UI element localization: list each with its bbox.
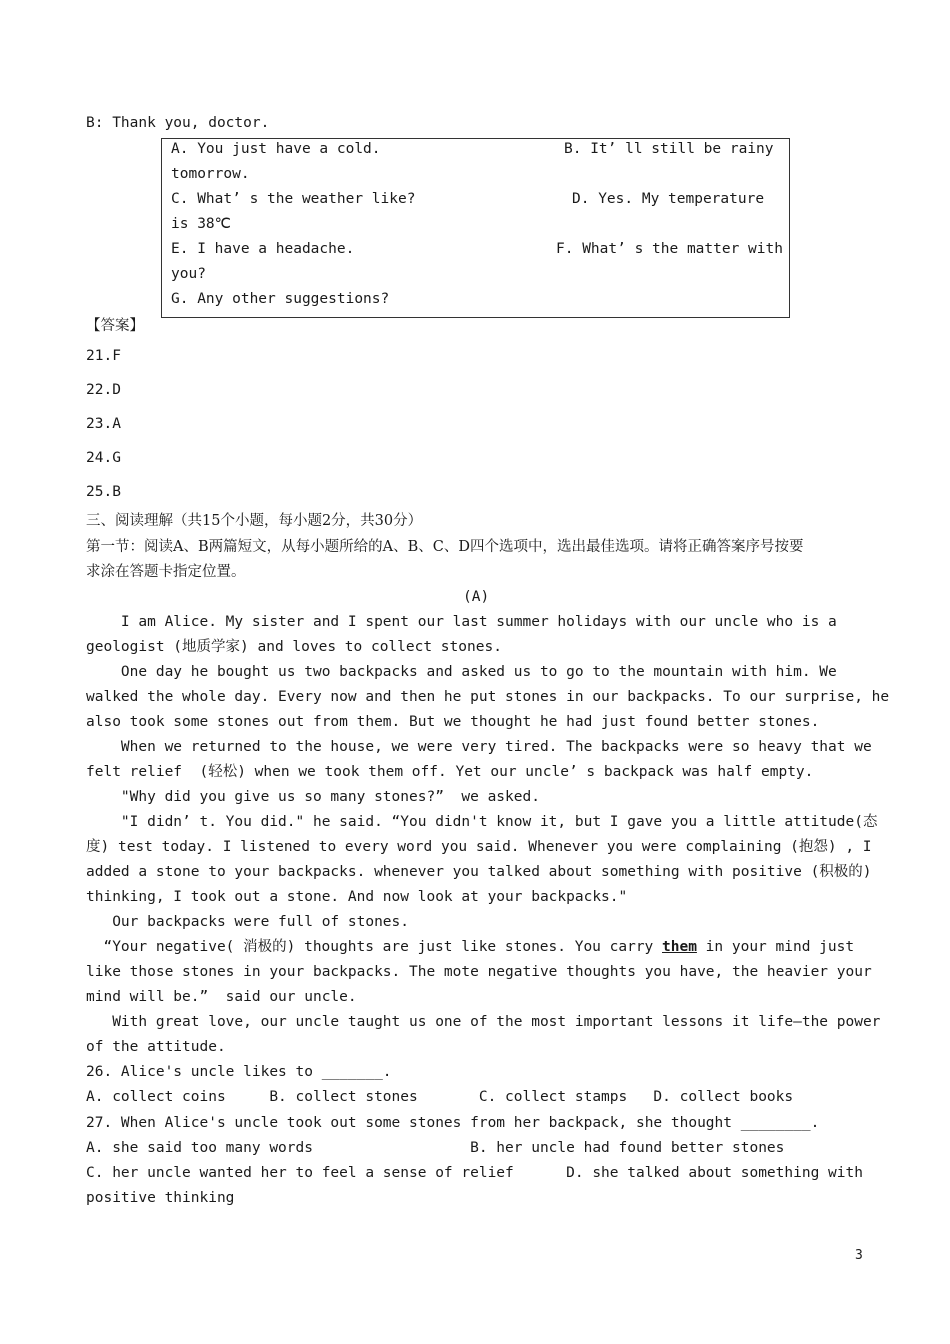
question-27-options-cont: positive thinking xyxy=(86,1190,235,1206)
passage-line: geologist (地质学家) and loves to collect stones. xyxy=(86,639,502,655)
options-box xyxy=(161,138,790,318)
answer-22: 22.D xyxy=(86,382,121,398)
passage-text: in your mind just xyxy=(696,939,855,955)
question-27: 27. When Alice's uncle took out some stones from her backpack, she thought ________. xyxy=(86,1115,820,1131)
passage-line: thinking, I took out a stone. And now look at your backpacks." xyxy=(86,889,628,905)
option-d: D. Yes. My temperature xyxy=(572,191,765,207)
option-e: E. I have a headache. xyxy=(171,241,355,257)
passage-line: also took some stones out from them. But we thought he had just found better stones. xyxy=(86,714,820,730)
question-27-options-cd: C. her uncle wanted her to feel a sense of relief D. she talked about something with xyxy=(86,1165,863,1181)
option-g: G. Any other suggestions? xyxy=(171,291,390,307)
section-title: 三、阅读理解（共15个小题，每小题2分，共30分） xyxy=(86,513,423,529)
passage-line: 度) test today. I listened to every word you said. Whenever you were complaining (抱怨) , I xyxy=(86,839,872,855)
question-27-options-ab: A. she said too many words B. her uncle had found better stones xyxy=(86,1140,785,1156)
option-b: B. It’ ll still be rainy xyxy=(564,141,774,157)
option-c: C. What’ s the weather like? xyxy=(171,191,416,207)
underlined-word: them xyxy=(662,939,697,955)
passage-line: walked the whole day. Every now and then he put stones in our backpacks. To our surprise, he xyxy=(86,689,890,705)
passage-line: One day he bought us two backpacks and asked us to go to the mountain with him. We xyxy=(86,664,837,680)
option-a: A. You just have a cold. xyxy=(171,141,381,157)
dialogue-line: B: Thank you, doctor. xyxy=(86,115,270,131)
passage-line: I am Alice. My sister and I spent our last summer holidays with our uncle who is a xyxy=(86,614,837,630)
passage-line: of the attitude. xyxy=(86,1039,226,1055)
page-number: 3 xyxy=(855,1248,863,1263)
option-d-cont: is 38℃ xyxy=(171,216,231,232)
passage-line: "Why did you give us so many stones?” we asked. xyxy=(86,789,540,805)
answer-heading: 【答案】 xyxy=(86,318,144,334)
answer-23: 23.A xyxy=(86,416,121,432)
passage-line: "I didn’ t. You did." he said. “You didn't know it, but I gave you a little attitude(态 xyxy=(86,814,878,830)
passage-line: added a stone to your backpacks. whenever you talked about something with positive (积极的) xyxy=(86,864,872,880)
passage-line: mind will be.” said our uncle. xyxy=(86,989,357,1005)
passage-line: like those stones in your backpacks. The mote negative thoughts you have, the heavier your xyxy=(86,964,872,980)
instructions-cont: 求涂在答题卡指定位置。 xyxy=(86,564,246,580)
passage-line: Our backpacks were full of stones. xyxy=(86,914,410,930)
question-26-options: A. collect coins B. collect stones C. collect stamps D. collect books xyxy=(86,1089,794,1105)
answer-21: 21.F xyxy=(86,348,121,364)
passage-line: With great love, our uncle taught us one of the most important lessons it life—the power xyxy=(86,1014,881,1030)
answer-25: 25.B xyxy=(86,484,121,500)
passage-label: (A) xyxy=(463,589,490,605)
passage-line: When we returned to the house, we were very tired. The backpacks were so heavy that we xyxy=(86,739,872,755)
instructions: 第一节：阅读A、B两篇短文，从每小题所给的A、B、C、D四个选项中，选出最佳选项。请将正确答案序号按要 xyxy=(86,539,804,555)
option-f-cont: you? xyxy=(171,266,206,282)
answer-24: 24.G xyxy=(86,450,121,466)
passage-line xyxy=(86,937,854,957)
option-b-cont: tomorrow. xyxy=(171,166,250,182)
passage-text: “Your negative( 消极的) thoughts are just like stones. You carry xyxy=(86,939,663,955)
option-f: F. What’ s the matter with xyxy=(556,241,783,257)
passage-line: felt relief (轻松) when we took them off. Yet our uncle’ s backpack was half empty. xyxy=(86,764,814,780)
question-26: 26. Alice's uncle likes to _______. xyxy=(86,1064,392,1080)
